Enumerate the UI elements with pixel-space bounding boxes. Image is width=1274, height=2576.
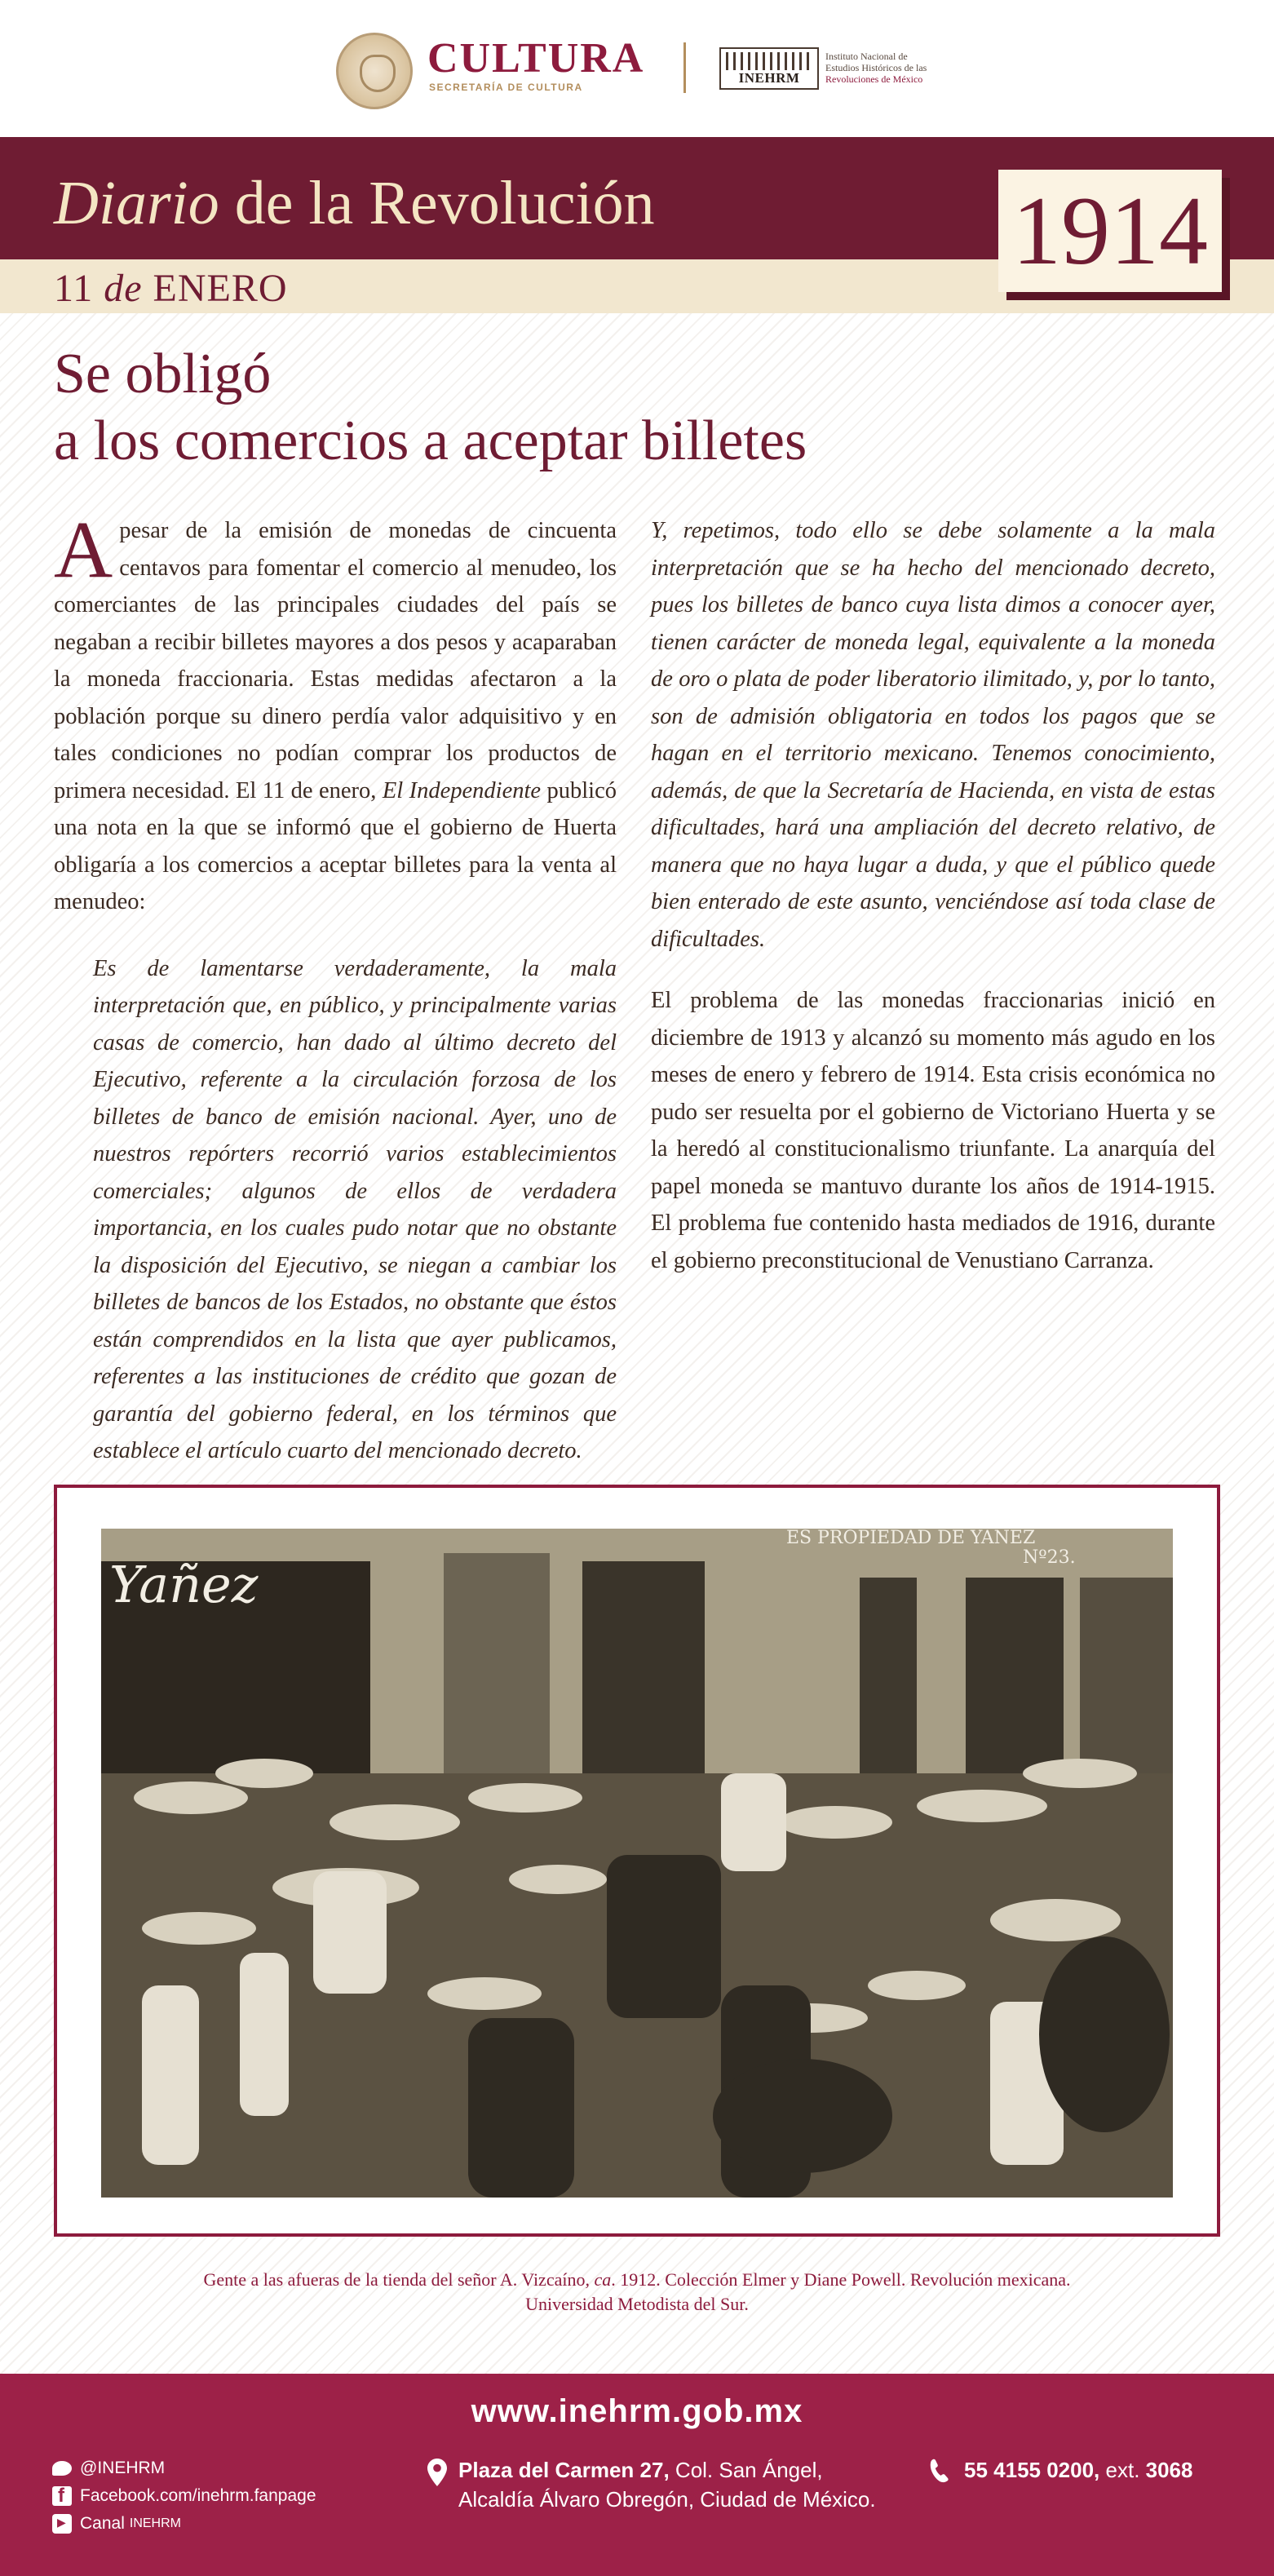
facebook-link[interactable] xyxy=(52,2486,316,2506)
headline-line-1: Se obligó xyxy=(54,343,272,405)
address-city: Alcaldía Álvaro Obregón, Ciudad de México. xyxy=(458,2487,876,2512)
caption-text-1: Gente a las afueras de la tienda del señor A. Vizcaíno, xyxy=(203,2269,595,2290)
inehrm-logo xyxy=(719,47,819,90)
footer xyxy=(0,2374,1274,2576)
summary-paragraph: El problema de las monedas fraccionarias inició en diciembre de 1913 y alcanzó su momento más agudo en los meses de enero y febrero de 1914. Esta crisis económica no pudo ser resuelta por el gobierno de Victoriano Huerta y se la heredó al constitucionalismo triunfante. La anarquía del papel moneda se mantuvo durante los años de 1914-1915. El problema fue contenido hasta mediados de 1916, durante el gobierno preconstitucional de Venustiano Carranza. xyxy=(651,988,1215,1273)
cultura-logo-subtitle: SECRETARÍA DE CULTURA xyxy=(429,82,583,93)
caption-text-3: Universidad Metodista del Sur. xyxy=(525,2294,749,2314)
inehrm-logo-label: INEHRM xyxy=(738,70,800,86)
intro-text-1: pesar de la emisión de monedas de cincuenta centavos para fomentar el comercio al menudeo, los comerciantes de las principales ciudades del país se negaban a recibir billetes mayores a dos pesos y acaparaban la moneda fraccionaria. Estas medidas afectaron a la población porque su dinero perdía valor adquisitivo y en tales condiciones no podían comprar los productos de primera necesidad. El 11 de enero, xyxy=(54,518,617,803)
photo-caption xyxy=(98,2268,1176,2317)
photo-illustration xyxy=(101,1529,1173,2198)
page-title-italic: Diario xyxy=(54,169,219,237)
article-column-right xyxy=(651,512,1215,1279)
headline-line-2: a los comercios a aceptar billetes xyxy=(54,409,807,472)
date-month: ENERO xyxy=(142,267,288,310)
intro-text-2: publicó una nota en la que se informó que el gobierno de Huerta obligaría a los comercios a aceptar billetes para la venta al menudeo: xyxy=(54,777,617,914)
intro-paragraph xyxy=(54,504,617,921)
quote-block-1 xyxy=(54,950,617,1470)
year-badge xyxy=(998,170,1222,292)
photo-number: Nº23. xyxy=(1023,1547,1076,1568)
date-label xyxy=(54,266,288,311)
newspaper-name: El Independiente xyxy=(382,777,542,803)
phone-ext-label: ext. xyxy=(1099,2458,1146,2482)
youtube-icon xyxy=(52,2514,72,2534)
phone-main: 55 4155 0200, xyxy=(964,2458,1100,2482)
article-headline xyxy=(54,341,1212,475)
address-street: Plaza del Carmen 27, xyxy=(458,2458,670,2482)
caption-text-2: . 1912. Colección Elmer y Diane Powell. Revolución mexicana. xyxy=(611,2269,1071,2290)
drop-cap: A xyxy=(54,504,113,595)
inehrm-columns-icon xyxy=(726,52,812,70)
youtube-label: Canal xyxy=(80,2514,125,2533)
inehrm-line-2: Estudios Históricos de las xyxy=(825,62,927,73)
page-title xyxy=(54,168,655,239)
photographer-signature: Yañez xyxy=(109,1555,259,1614)
historical-photo xyxy=(101,1529,1173,2198)
logo-divider xyxy=(683,42,686,93)
phone-number[interactable] xyxy=(928,2455,1192,2485)
location-pin-icon xyxy=(427,2459,447,2486)
page-title-rest: de la Revolución xyxy=(219,169,655,237)
date-de: de xyxy=(104,267,143,310)
address-colonia: Col. San Ángel, xyxy=(669,2458,823,2482)
inehrm-line-3: Revoluciones de México xyxy=(825,73,923,85)
national-seal-logo xyxy=(336,33,413,109)
phone-ext: 3068 xyxy=(1145,2458,1193,2482)
twitter-handle: @INEHRM xyxy=(80,2459,166,2477)
inehrm-line-1: Instituto Nacional de xyxy=(825,51,908,62)
article-area xyxy=(0,313,1274,2374)
quote-paragraph-2: Y, repetimos, todo ello se debe solamente a la mala interpretación que se ha hecho del mencionado decreto, pues los billetes de banco cuya lista dimos a conocer ayer, tienen carácter de moneda legal, equivalente a la moneda de oro o plata de poder liberatorio ilimitado, y, por lo tanto, son de admisión obligatoria en todos los pagos que se hagan en el territorio mexicano. Tenemos conocimiento, además, de que la Secretaría de Hacienda, en vista de estas dificultades, hará una ampliación del decreto relativo, de manera que no haya lugar a duda, y que el público quede bien enterado de este asunto, venciéndose así toda clase de dificultades. xyxy=(651,518,1215,952)
photo-frame xyxy=(54,1485,1220,2237)
quote-block-2 xyxy=(651,512,1215,958)
cultura-logo-text: CULTURA xyxy=(427,35,645,82)
inehrm-logo-text xyxy=(825,51,927,85)
article-column-left xyxy=(54,504,617,1470)
quote-paragraph-1: Es de lamentarse verdaderamente, la mala interpretación que, en público, y principalmente varias casas de comercio, han dado al último decreto del Ejecutivo, referente a la circulación forzosa de los billetes de banco de emisión nacional. Ayer, uno de nuestros repórters recorrió varios establecimientos comerciales; algunos de ellos de verdadera importancia, en los cuales pudo notar que no obstante la disposición del Ejecutivo, se niegan a cambiar los billetes de bancos de los Estados, no obstante que éstos están comprendidos en la lista que ayer publicamos, referentes a las instituciones de crédito que gozan de garantía del gobierno federal, en los términos que establece el artículo cuarto del mencionado decreto. xyxy=(93,955,617,1463)
year-label: 1914 xyxy=(1012,176,1208,285)
website-link[interactable]: www.inehrm.gob.mx xyxy=(471,2393,803,2429)
facebook-icon xyxy=(52,2486,72,2506)
twitter-link[interactable] xyxy=(52,2459,165,2478)
photo-top-inscription: ES PROPIEDAD DE YAÑEZ xyxy=(786,1529,1036,1548)
phone-icon xyxy=(928,2459,949,2483)
facebook-url: Facebook.com/inehrm.fanpage xyxy=(80,2486,316,2505)
address xyxy=(427,2455,876,2514)
logo-strip xyxy=(0,0,1274,137)
caption-circa: ca xyxy=(594,2269,612,2290)
date-day: 11 xyxy=(54,267,104,310)
youtube-channel: INEHRM xyxy=(129,2516,181,2530)
youtube-link[interactable] xyxy=(52,2514,181,2534)
twitter-icon xyxy=(52,2461,72,2476)
